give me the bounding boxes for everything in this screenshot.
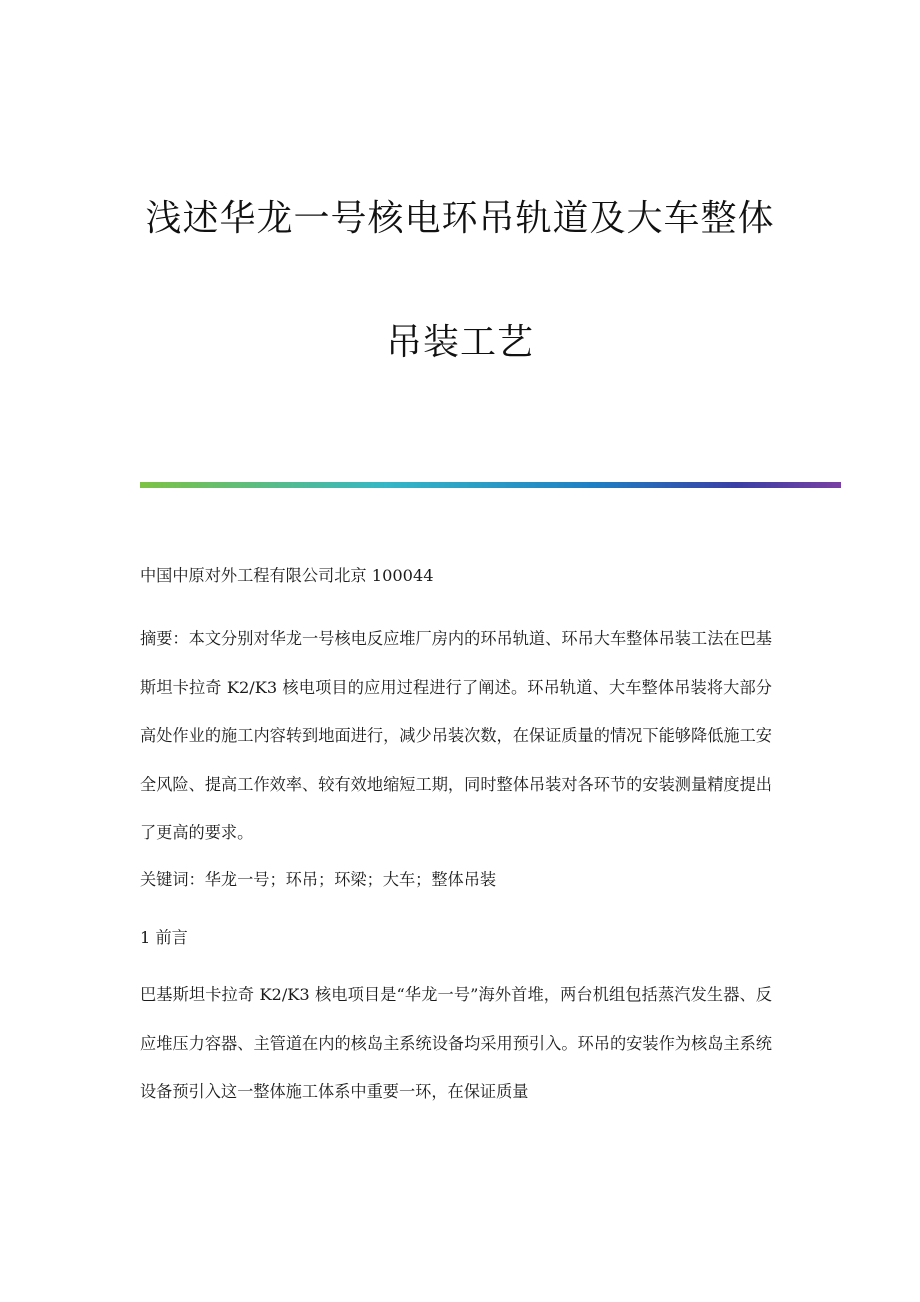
author-affiliation: 中国中原对外工程有限公司北京 100044	[140, 566, 434, 585]
section-body-paragraph: 巴基斯坦卡拉奇 K2/K3 核电项目是“华龙一号”海外首堆，两台机组包括蒸汽发生器、反应堆压力容器、主管道在内的核岛主系统设备均采用预引入。环吊的安装作为核岛主系统设备预引入这一整体施工体系中重要一环，在保证质量	[140, 985, 772, 1101]
document-title-line-2: 吊装工艺	[385, 322, 534, 363]
abstract-paragraph: 摘要：本文分别对华龙一号核电反应堆厂房内的环吊轨道、环吊大车整体吊装工法在巴基斯坦卡拉奇 K2/K3 核电项目的应用过程进行了阐述。环吊轨道、大车整体吊装将大部分高处作业的施工内容转到地面进行，减少吊装次数，在保证质量的情况下能够降低施工安全风险、提高工作效率、较有效地缩短工期，同时整体吊装对各环节的安装测量精度提出了更高的要求。	[140, 629, 772, 842]
keywords-line: 关键词：华龙一号；环吊；环梁；大车；整体吊装	[140, 870, 497, 889]
section-heading: 1 前言	[140, 928, 188, 947]
document-title-line-1: 浅述华龙一号核电环吊轨道及大车整体	[145, 198, 775, 239]
gradient-divider	[140, 482, 841, 488]
